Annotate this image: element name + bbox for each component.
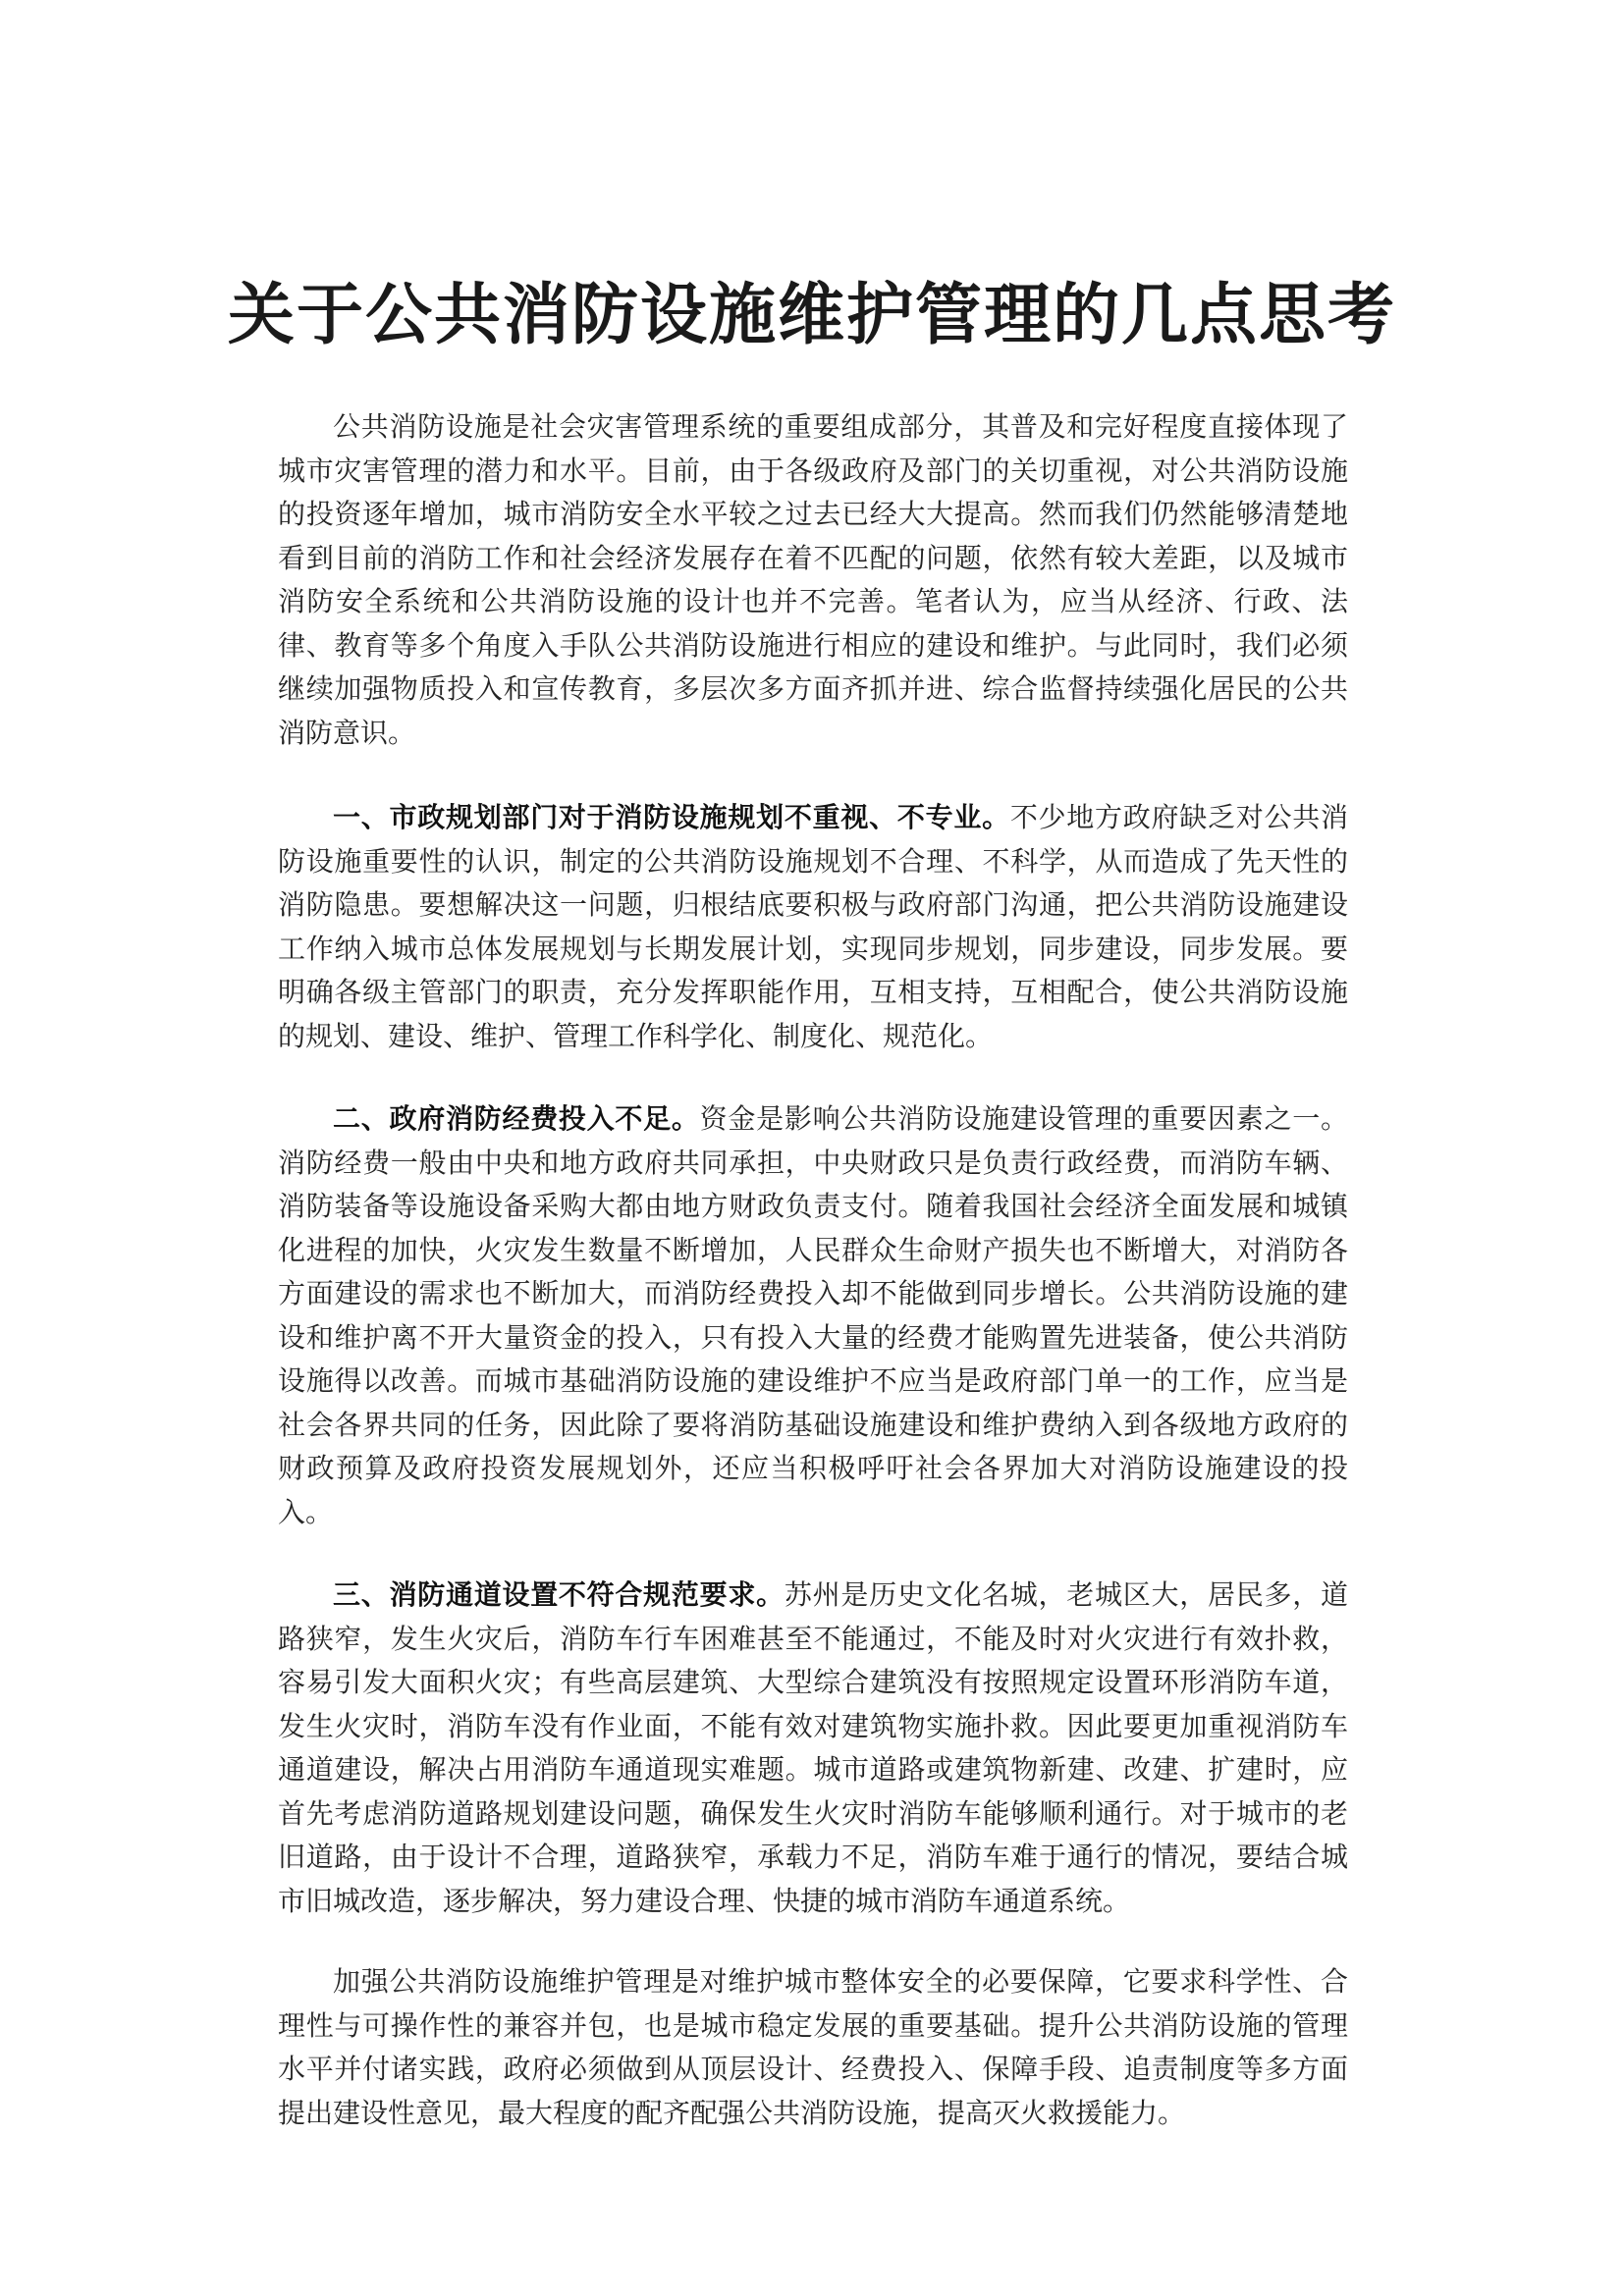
section-1-heading: 一、市政规划部门对于消防设施规划不重视、不专业。 <box>333 801 1010 833</box>
section-3-paragraph <box>278 1574 1348 1923</box>
conclusion-paragraph <box>278 1960 1348 2135</box>
section-1-paragraph <box>278 796 1348 1058</box>
conclusion-paragraph-text: 加强公共消防设施维护管理是对维护城市整体安全的必要保障，它要求科学性、合理性与可操作性的兼容并包，也是城市稳定发展的重要基础。提升公共消防设施的管理水平并付诸实践，政府必须做到从顶层设计、经费投入、保障手段、追责制度等多方面提出建设性意见，最大程度的配齐配强公共消防设施，提高灭火救援能力。 <box>278 1965 1348 2129</box>
document-body <box>278 405 1348 2135</box>
document-title: 关于公共消防设施维护管理的几点思考 <box>227 277 1396 354</box>
section-3-text: 苏州是历史文化名城，老城区大，居民多，道路狭窄，发生火灾后，消防车行车困难甚至不能通过，不能及时对火灾进行有效扑救，容易引发大面积火灾；有些高层建筑、大型综合建筑没有按照规定设置环形消防车道，发生火灾时，消防车没有作业面，不能有效对建筑物实施扑救。因此要更加重视消防车通道建设，解决占用消防车通道现实难题。城市道路或建筑物新建、改建、扩建时，应首先考虑消防道路规划建设问题，确保发生火灾时消防车能够顺利通行。对于城市的老旧道路，由于设计不合理，道路狭窄，承载力不足，消防车难于通行的情况，要结合城市旧城改造，逐步解决，努力建设合理、快捷的城市消防车通道系统。 <box>278 1578 1348 1917</box>
section-2-heading: 二、政府消防经费投入不足。 <box>333 1102 700 1135</box>
section-3-heading: 三、消防通道设置不符合规范要求。 <box>333 1578 785 1611</box>
intro-paragraph <box>278 405 1348 755</box>
section-2-text: 资金是影响公共消防设施建设管理的重要因素之一。消防经费一般由中央和地方政府共同承担，中央财政只是负责行政经费，而消防车辆、消防装备等设施设备采购大都由地方财政负责支付。随着我国社会经济全面发展和城镇化进程的加快，火灾发生数量不断增加，人民群众生命财产损失也不断增大，对消防各方面建设的需求也不断加大，而消防经费投入却不能做到同步增长。公共消防设施的建设和维护离不开大量资金的投入，只有投入大量的经费才能购置先进装备，使公共消防设施得以改善。而城市基础消防设施的建设维护不应当是政府部门单一的工作，应当是社会各界共同的任务，因此除了要将消防基础设施建设和维护费纳入到各级地方政府的财政预算及政府投资发展规划外，还应当积极呼吁社会各界加大对消防设施建设的投入。 <box>278 1102 1348 1528</box>
section-2-paragraph <box>278 1097 1348 1534</box>
intro-paragraph-text: 公共消防设施是社会灾害管理系统的重要组成部分，其普及和完好程度直接体现了城市灾害管理的潜力和水平。目前，由于各级政府及部门的关切重视，对公共消防设施的投资逐年增加，城市消防安全水平较之过去已经大大提高。然而我们仍然能够清楚地看到目前的消防工作和社会经济发展存在着不匹配的问题，依然有较大差距，以及城市消防安全系统和公共消防设施的设计也并不完善。笔者认为，应当从经济、行政、法律、教育等多个角度入手队公共消防设施进行相应的建设和维护。与此同时，我们必须继续加强物质投入和宣传教育，多层次多方面齐抓并进、综合监督持续强化居民的公共消防意识。 <box>278 410 1348 749</box>
section-1-text: 不少地方政府缺乏对公共消防设施重要性的认识，制定的公共消防设施规划不合理、不科学，从而造成了先天性的消防隐患。要想解决这一问题，归根结底要积极与政府部门沟通，把公共消防设施建设工作纳入城市总体发展规划与长期发展计划，实现同步规划，同步建设，同步发展。要明确各级主管部门的职责，充分发挥职能作用，互相支持，互相配合，使公共消防设施的规划、建设、维护、管理工作科学化、制度化、规范化。 <box>278 801 1348 1052</box>
